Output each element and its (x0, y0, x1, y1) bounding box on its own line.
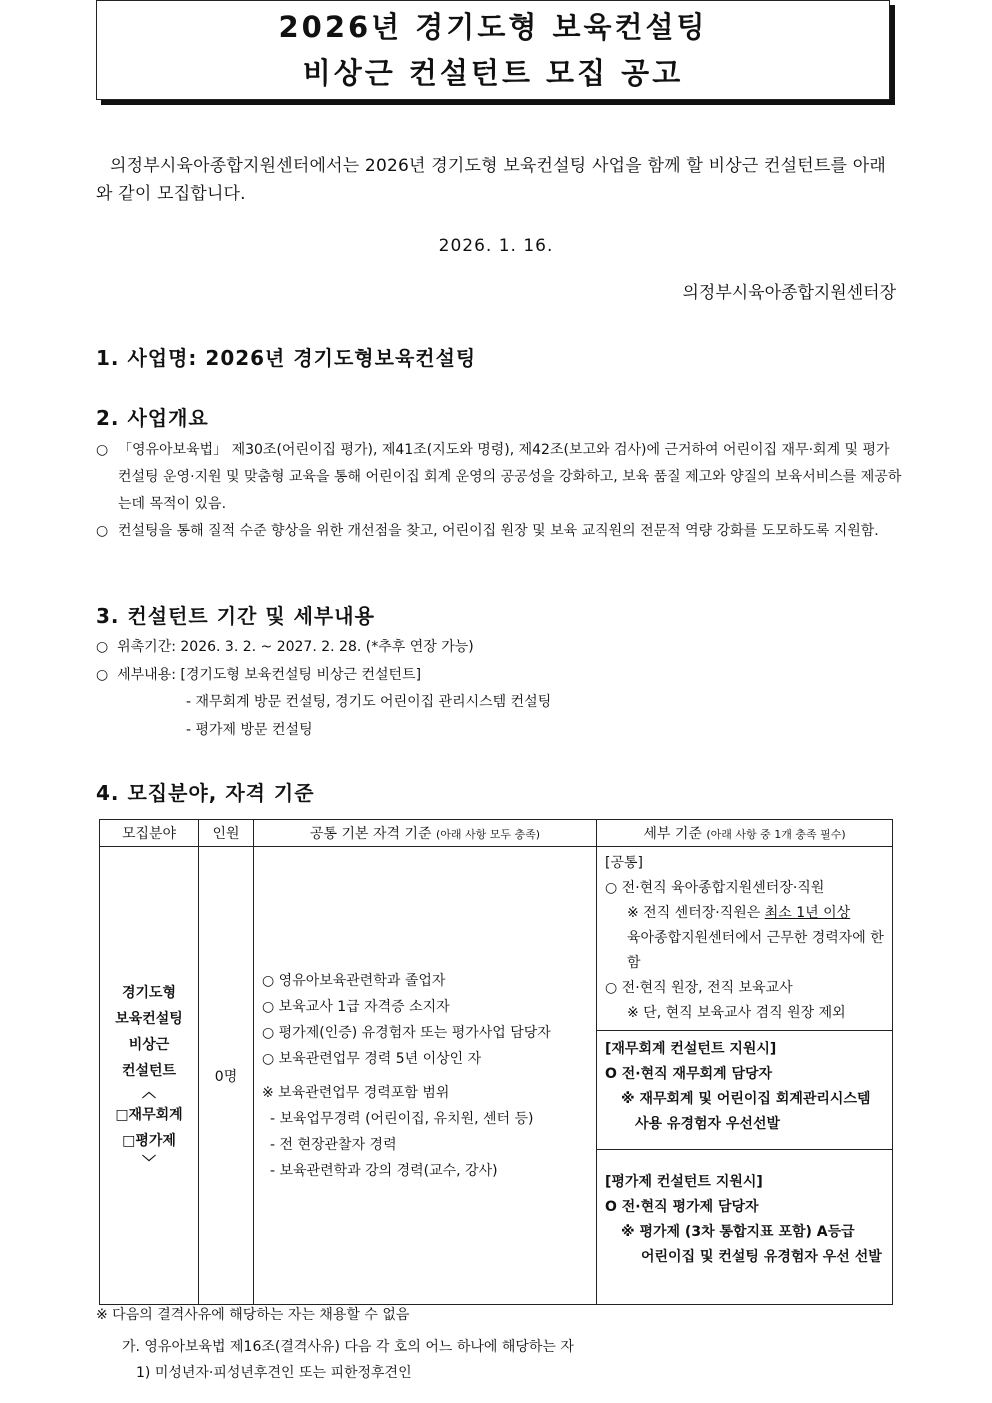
signature: 의정부시육아종합지원센터장 (682, 283, 896, 303)
header-count: 인원 (199, 820, 254, 847)
field-cell: 경기도형 보육컨설팅 비상근 컨설턴트 ︿ □재무회계 □평가제 ﹀ (100, 847, 199, 1305)
announcement-date: 2026. 1. 16. (438, 236, 554, 256)
header-common: 공통 기본 자격 기준 (아래 사항 모두 충족) (254, 820, 597, 847)
section1-heading: 1. 사업명: 2026년 경기도형보육컨설팅 (96, 346, 477, 370)
common-criteria-cell: ○ 영유아보육관련학과 졸업자 ○ 보육교사 1급 자격증 소지자 ○ 평가제(인증) 유경험자 또는 평가사업 담당자 ○ 보육관련업무 경력 5년 이상인 자 ※ 보육관련업무 경력포함 범위 - 보육업무경력 (어린이집, 유치원, 센터 등) - 전 현장관찰자 경력 - 보육관련학과 강의 경력(교수, 강사) (254, 847, 597, 1305)
requirements-table (99, 819, 893, 1305)
table-header-row (100, 820, 893, 847)
chevron-up-icon: ︿ (142, 1084, 156, 1101)
disqualification-item-ga: 가. 영유아보육법 제16조(결격사유) 다음 각 호의 어느 하나에 해당하는 자 (122, 1339, 574, 1355)
section4-heading: 4. 모집분야, 자격 기준 (96, 781, 315, 805)
disqualification-item-1: 1) 미성년자·피성년후견인 또는 피한정후견인 (136, 1365, 412, 1381)
title-box (96, 0, 890, 100)
title-line-2: 비상근 컨설턴트 모집 공고 (302, 56, 684, 90)
header-detail: 세부 기준 (아래 사항 중 1개 충족 필수) (597, 820, 893, 847)
detail-common-cell: [공통] ○ 전·현직 육아종합지원센터장·직원 ※ 전직 센터장·직원은 최소 1년 이상 육아종합지원센터에서 근무한 경력자에 한함 ○ 전·현직 원장, 전직 보육교사 ※ 단, 현직 보육교사 겸직 원장 제외 (597, 847, 893, 1031)
detail-finance-cell: [재무회계 컨설턴트 지원시] O 전·현직 재무회계 담당자 ※ 재무회계 및 어린이집 회계관리시스템 사용 유경험자 우선선발 (597, 1031, 893, 1150)
section2-heading: 2. 사업개요 (96, 406, 209, 430)
section2-bullet-2: ○ 컨설팅을 통해 질적 수준 향상을 위한 개선점을 찾고, 어린이집 원장 및 보육 교직원의 전문적 역량 강화를 도모하도록 지원함. (96, 523, 879, 539)
header-field: 모집분야 (100, 820, 199, 847)
title-line-1: 2026년 경기도형 보육컨설팅 (278, 10, 708, 44)
table-row (100, 847, 893, 1031)
detail-eval-cell: [평가제 컨설턴트 지원시] O 전·현직 평가제 담당자 ※ 평가제 (3차 통합지표 포함) A등급 어린이집 및 컨설팅 유경험자 우선 선발 (597, 1150, 893, 1305)
section3-heading: 3. 컨설턴트 기간 및 세부내용 (96, 604, 375, 628)
disqualification-head: ※ 다음의 결격사유에 해당하는 자는 채용할 수 없음 (96, 1307, 410, 1323)
intro-paragraph: 의정부시육아종합지원센터에서는 2026년 경기도형 보육컨설팅 사업을 함께 할 비상근 컨설턴트를 아래와 같이 모집합니다. (96, 156, 886, 204)
section3-detail-label: ○ 세부내용: [경기도형 보육컨설팅 비상근 컨설턴트] (96, 667, 422, 683)
chevron-down-icon: ﹀ (142, 1154, 156, 1171)
section3-sub-1: - 재무회계 방문 컨설팅, 경기도 어린이집 관리시스템 컨설팅 (186, 694, 552, 710)
section2-bullet-1: ○ 「영유아보육법」 제30조(어린이집 평가), 제41조(지도와 명령), 제42조(보고와 검사)에 근거하여 어린이집 재무·회계 및 평가 컨설팅 운영·지원 및 맞춤형 교육을 통해 어린이집 회계 운영의 공공성을 강화하고, 보육 품질 제고와 양질의 보육서비스를 제공하는데 목적이 있음. (96, 442, 902, 512)
section3-period: ○ 위촉기간: 2026. 3. 2. ~ 2027. 2. 28. (*추후 연장 가능) (96, 639, 474, 655)
count-cell: 0명 (199, 847, 254, 1305)
section3-sub-2: - 평가제 방문 컨설팅 (186, 722, 313, 738)
